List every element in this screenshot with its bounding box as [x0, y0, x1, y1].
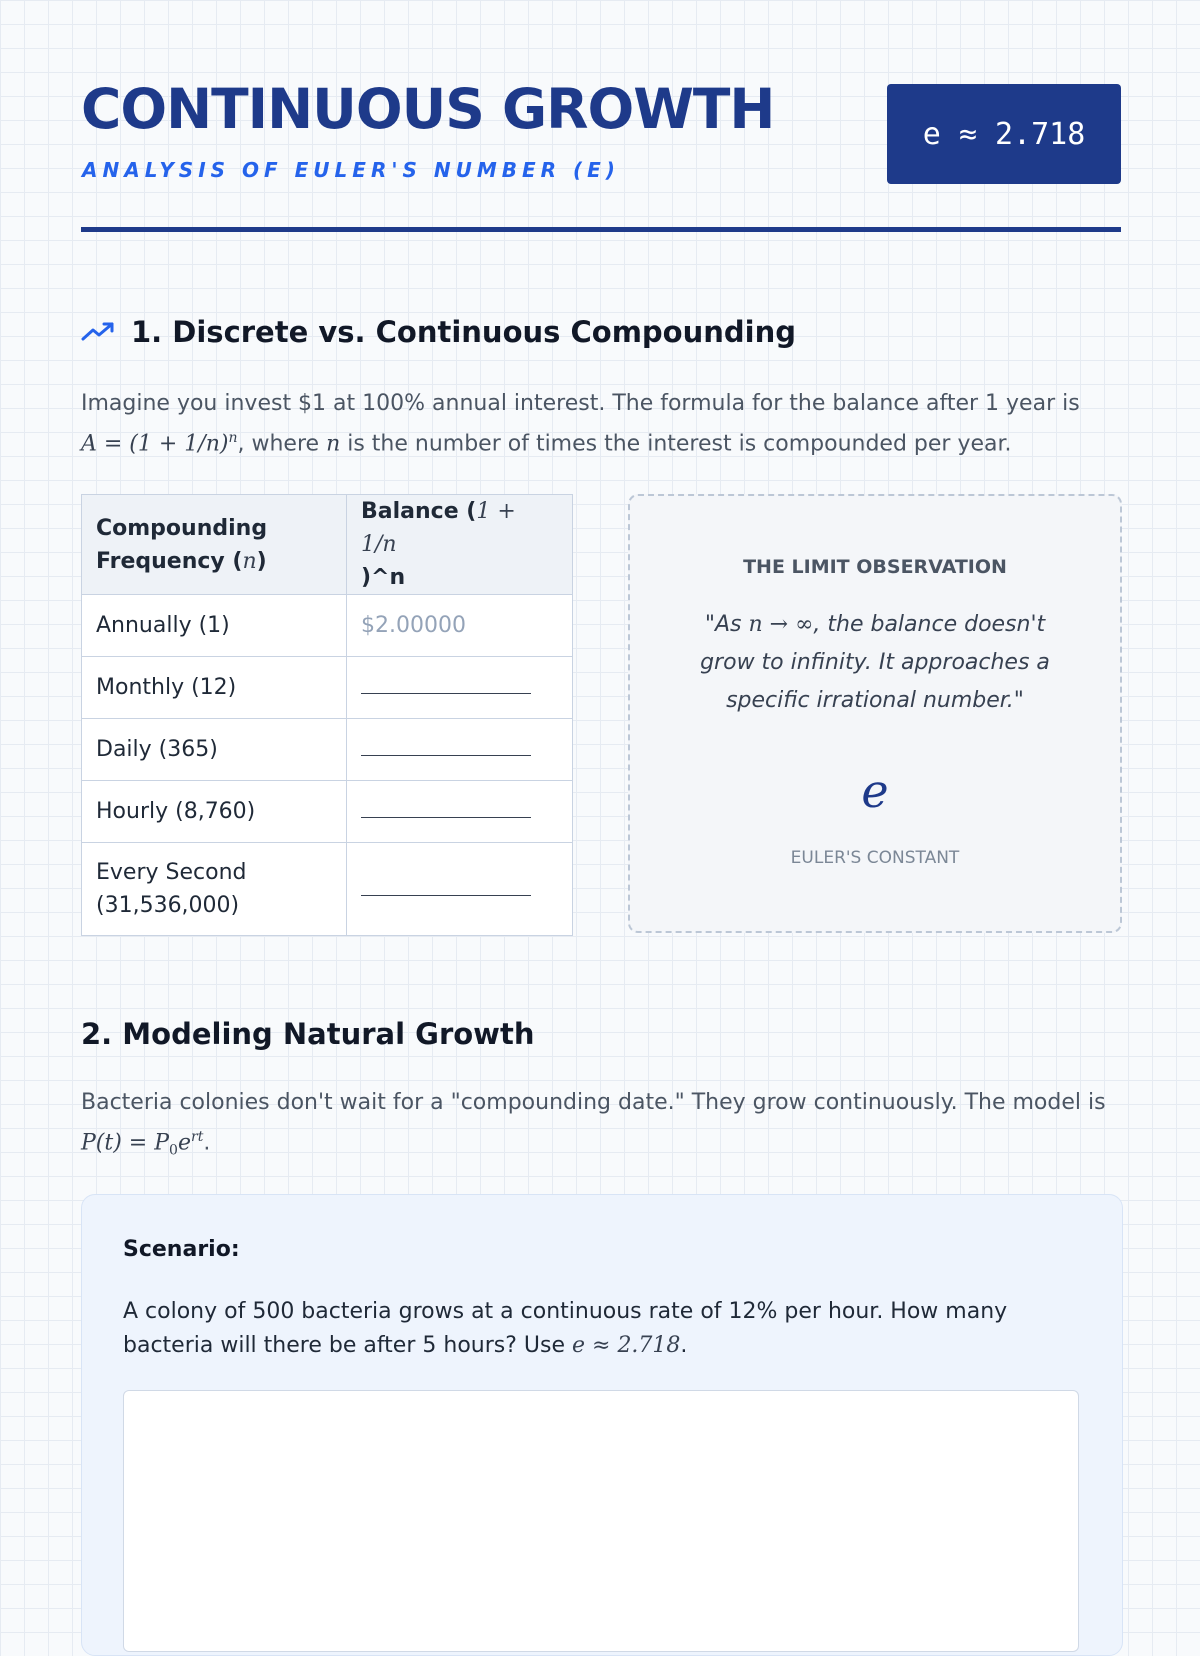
frequency-cell: Annually (1) — [82, 595, 347, 657]
growth-formula-e: e — [177, 1130, 191, 1156]
formula: A = (1 + 1/n) — [81, 431, 229, 457]
intro-text: . — [203, 1130, 211, 1156]
quote-text: "As — [704, 612, 749, 637]
page-title: CONTINUOUS GROWTH — [81, 77, 775, 141]
e-approximation: e ≈ 2.718 — [572, 1333, 681, 1358]
frequency-cell: Daily (365) — [82, 719, 347, 781]
euler-symbol: e — [861, 764, 889, 818]
formula-exponent: rt — [191, 1129, 204, 1145]
formula-exponent: n — [228, 430, 238, 446]
growth-formula: P(t) = P — [81, 1130, 170, 1156]
trend-up-icon — [81, 320, 117, 344]
answer-blank[interactable] — [361, 739, 531, 756]
limit-expression: n → ∞ — [748, 612, 814, 637]
column-header-frequency — [82, 495, 347, 595]
intro-text: , where — [237, 431, 327, 457]
balance-blank-cell[interactable] — [347, 843, 573, 936]
euler-caption: EULER'S CONSTANT — [790, 848, 960, 868]
frequency-cell: Hourly (8,760) — [82, 781, 347, 843]
variable-n: n — [326, 431, 341, 457]
balance-blank-cell[interactable] — [347, 719, 573, 781]
scenario-text — [123, 1295, 1023, 1363]
variable-n: n — [242, 548, 257, 574]
table-row — [82, 719, 573, 781]
section-1-title: 1. Discrete vs. Continuous Compounding — [131, 315, 797, 349]
frequency-cell: Monthly (12) — [82, 657, 347, 719]
column-header-balance — [347, 495, 573, 595]
balance-formula: 1 + 1/n — [361, 499, 516, 557]
answer-blank[interactable] — [361, 677, 531, 694]
table-row — [82, 657, 573, 719]
scenario-body: A colony of 500 bacteria grows at a continuous rate of 12% per hour. How many bacteria will there be after 5 hours? Use — [123, 1299, 1008, 1358]
limit-title: THE LIMIT OBSERVATION — [743, 556, 1007, 578]
answer-blank[interactable] — [361, 879, 531, 896]
scenario-body: . — [680, 1333, 688, 1358]
intro-text: Bacteria colonies don't wait for a "compounding date." They grow continuously. The model is — [81, 1090, 1106, 1115]
limit-observation-card — [628, 494, 1122, 933]
balance-cell: $2.00000 — [347, 595, 573, 657]
header — [81, 70, 1121, 220]
page-subtitle: ANALYSIS OF EULER'S NUMBER (E) — [82, 158, 620, 182]
header-text: ) — [256, 548, 267, 574]
compounding-table — [81, 494, 573, 936]
section-1-intro — [81, 387, 1121, 461]
scenario-label: Scenario: — [123, 1237, 240, 1262]
balance-blank-cell[interactable] — [347, 657, 573, 719]
e-value-badge: e ≈ 2.718 — [887, 84, 1121, 184]
table-row — [82, 843, 573, 936]
section-2-title: 2. Modeling Natural Growth — [81, 1017, 535, 1051]
table-row — [82, 781, 573, 843]
table-row — [82, 595, 573, 657]
header-text: Frequency ( — [96, 548, 243, 574]
header-text: )^n — [361, 565, 406, 590]
intro-text: is the number of times the interest is compounded per year. — [340, 431, 1012, 457]
header-text: Balance ( — [361, 499, 477, 524]
answer-blank[interactable] — [361, 801, 531, 818]
formula-subscript: 0 — [169, 1142, 178, 1159]
header-divider — [81, 227, 1121, 232]
intro-text: Imagine you invest $1 at 100% annual interest. The formula for the balance after 1 year is — [81, 391, 1080, 416]
scenario-card — [81, 1194, 1123, 1656]
frequency-cell: Every Second (31,536,000) — [82, 843, 347, 936]
table-header-row — [82, 495, 573, 595]
answer-box[interactable] — [123, 1390, 1079, 1652]
limit-quote — [685, 606, 1065, 720]
balance-blank-cell[interactable] — [347, 781, 573, 843]
section-2-heading — [81, 1017, 534, 1051]
section-1-heading — [81, 315, 796, 349]
header-text: Compounding — [96, 515, 268, 541]
section-2-intro — [81, 1086, 1121, 1168]
quote-text: , the balance doesn't grow to infinity. It approaches a specific irrational number." — [700, 612, 1050, 713]
